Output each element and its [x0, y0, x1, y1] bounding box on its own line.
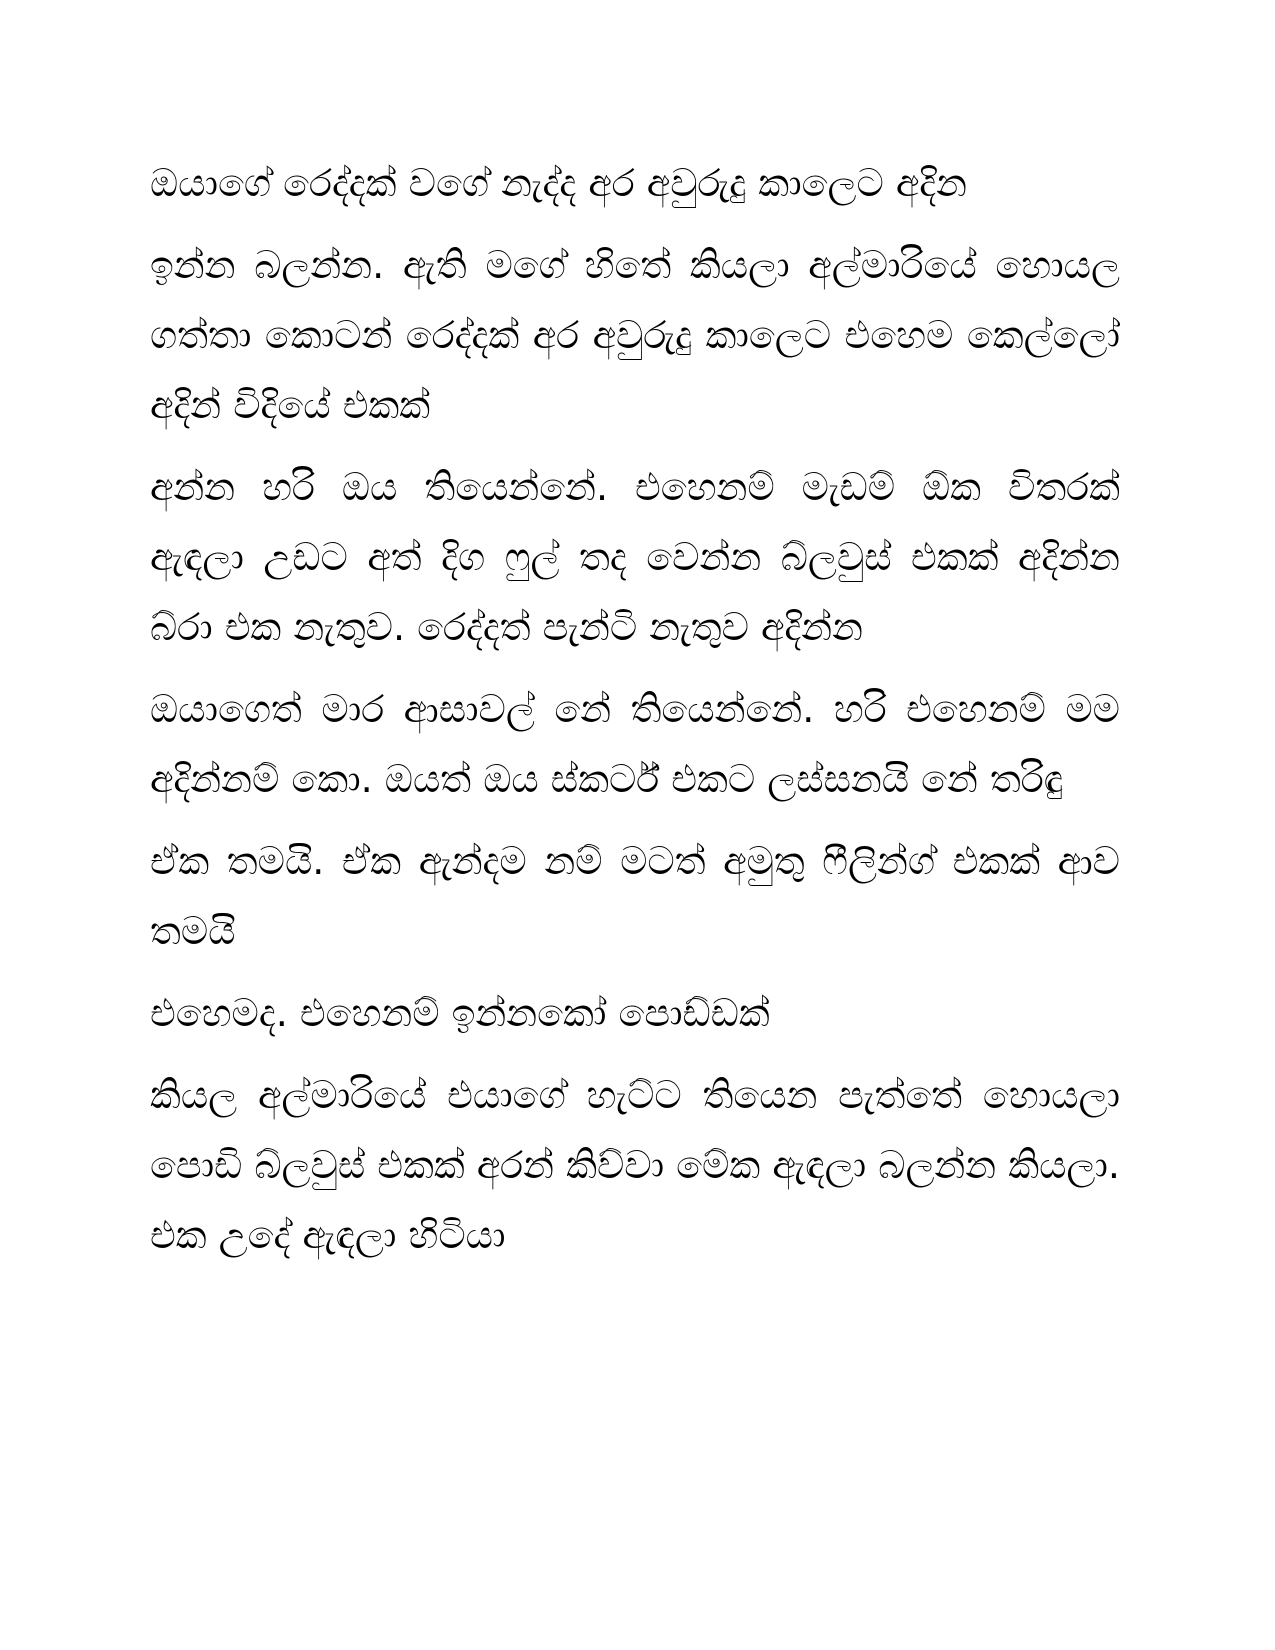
paragraph-7: කියල අල්මාරියේ එයාගේ හැට්ට තියෙන පැත්තේ හොයලා පොඩි බ්ලවුස් එකක් අරන් කිව්වා මේක ඇඳලා බලන්න කියලා. එක උදේ ඇඳලා හිටියා	[150, 1073, 1120, 1257]
body-text	[150, 148, 1120, 1282]
paragraph-3: අන්න හරි ඔය තියෙන්නේ. එහෙනම් මැඩම් ඕක විතරක් ඇඳලා උඩට අත් දිග ෆුල් තද වෙන්න බ්ලවුස් එකක් අදින්න බ්රා එක නැතුව. රෙද්දත් පැන්ටි නැතුව අදින්න	[150, 465, 1120, 649]
paragraph-2: ඉන්න බලන්න. ඇති මගේ හිතේ කියලා අල්මාරියේ හොයල ගත්තා කොටන් රෙද්දක් අර අවුරුදු කාලෙට එහෙම කෙල්ලෝ අදින් විදියේ එකක්	[150, 243, 1120, 427]
paragraph-1: ඔයාගේ රෙද්දක් වගේ නැද්ද අර අවුරුදු කාලෙට අදින	[150, 161, 968, 205]
paragraph-4: ඔයාගෙත් මාර ආසාවල් නේ තියෙන්නේ. හරි එහෙනම් මම අදින්නම් කො. ඔයත් ඔය ස්කර්ට් එකට ලස්සනයි නේ තරිඳු	[150, 687, 1120, 801]
paragraph-5: ඒක තමයි. ඒක ඇන්දම නම් මටත් අමුතු ෆීලින්ග් එකක් ආව තමයි	[150, 839, 1120, 953]
paragraph-6: එහෙමද. එහෙනම් ඉන්නකෝ පොඩ්ඩක්	[150, 991, 770, 1035]
